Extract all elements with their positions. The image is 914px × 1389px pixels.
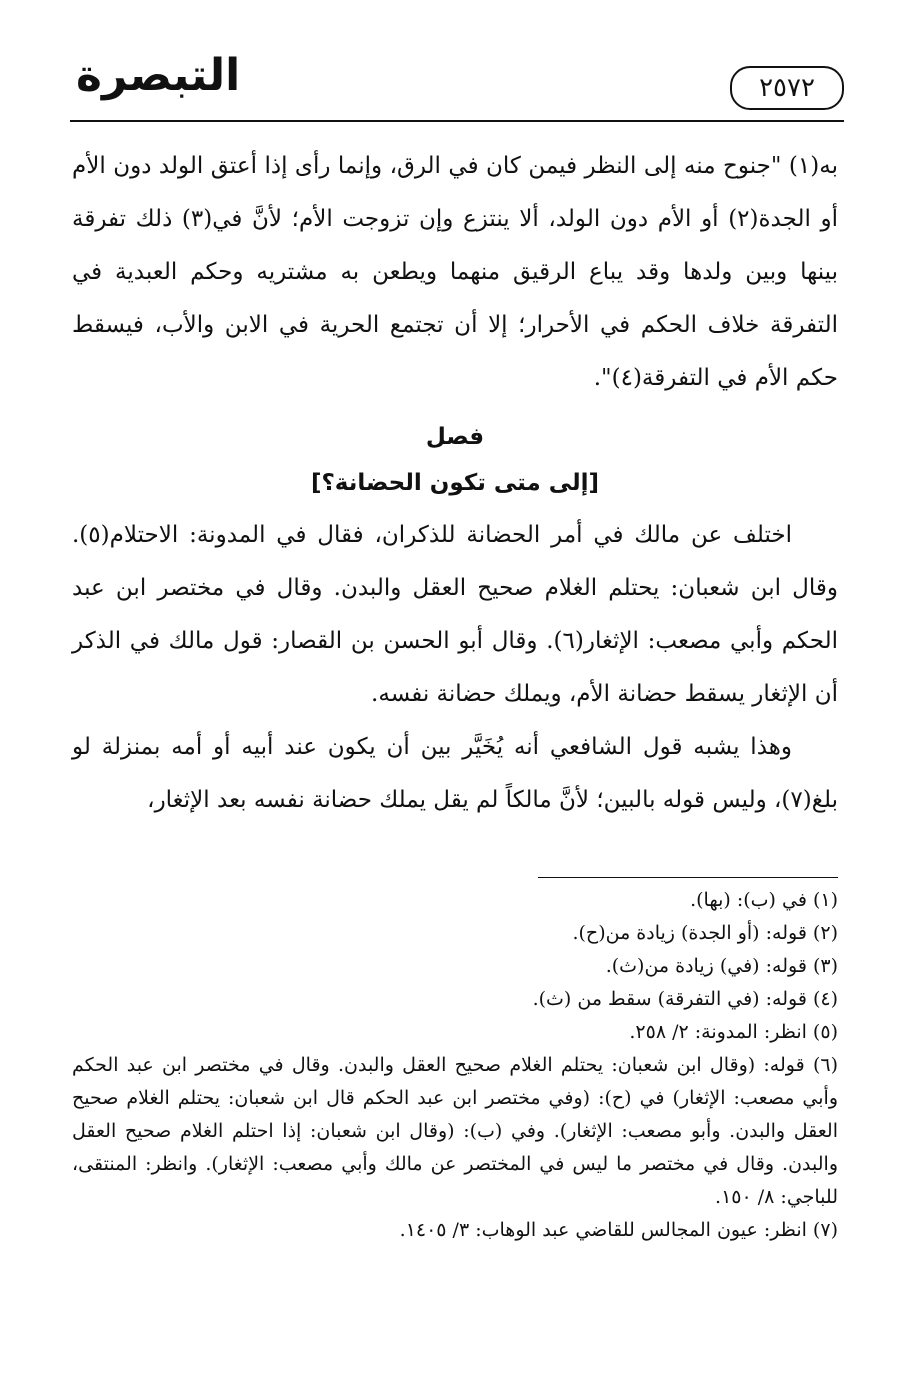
footnote-3: (٣) قوله: (في) زيادة من(ث).	[605, 955, 838, 977]
section-subheading: [إلى متى تكون الحضانة؟]	[310, 470, 600, 496]
footnotes	[72, 884, 838, 1247]
page-number: ٢٥٧٢	[730, 66, 844, 110]
section-heading: فصل	[425, 424, 485, 450]
footnote-4: (٤) قوله: (في التفرقة) سقط من (ث).	[532, 988, 838, 1010]
page-header	[70, 44, 844, 124]
header-rule	[70, 120, 844, 122]
footnote-1: (١) في (ب): (بها).	[690, 889, 838, 911]
paragraph-3: وهذا يشبه قول الشافعي أنه يُخَيَّر بين أن يكون عند أبيه أو أمه بمنزلة لو بلغ(٧)، وليس قوله بالبين؛ لأنَّ مالكاً لم يقل يملك حضانة نفسه بعد الإثغار،	[72, 734, 838, 813]
footnote-separator	[538, 877, 838, 878]
footnote-2: (٢) قوله: (أو الجدة) زيادة من(ح).	[572, 922, 838, 944]
paragraph-2: اختلف عن مالك في أمر الحضانة للذكران، فقال في المدونة: الاحتلام(٥). وقال ابن شعبان: يحتلم الغلام صحيح العقل والبدن. وقال في مختصر ابن عبد الحكم وأبي مصعب: الإثغار(٦). وقال أبو الحسن بن القصار: قول مالك في الذكر أن الإثغار يسقط حضانة الأم، ويملك حضانة نفسه.	[72, 522, 839, 707]
footnote-6: (٦) قوله: (وقال ابن شعبان: يحتلم الغلام صحيح العقل والبدن. وقال في مختصر ابن عبد الحكم وأبي مصعب: الإثغار) في (ح): (وفي مختصر ابن عبد الحكم قال ابن شعبان: يحتلم الغلام صحيح العقل والبدن. وأبو مصعب: الإثغار). وفي (ب): (وقال ابن شعبان: إذا احتلم الغلام صحيح العقل والبدن. وقال في مختصر ما ليس في المختصر عن مالك وأبي مصعب: الإثغار). وانظر: المنتقى، للباجي: ٨/ ١٥٠.	[72, 1054, 838, 1208]
footnote-5: (٥) انظر: المدونة: ٢/ ٢٥٨.	[629, 1021, 838, 1043]
paragraph-1: به(١) "جنوح منه إلى النظر فيمن كان في الرق، وإنما رأى إذا أعتق الولد دون الأم أو الجدة(٢) أو الأم دون الولد، ألا ينتزع وإن تزوجت الأم؛ لأنَّ في(٣) ذلك تفرقة بينها وبين ولدها وقد يباع الرقيق منهما ويطعن به مشتريه وحكم العبدية في التفرقة خلاف الحكم في الأحرار؛ إلا أن تجتمع الحرية في الابن والأب، فيسقط حكم الأم في التفرقة(٤)".	[72, 153, 838, 391]
main-text	[72, 140, 838, 827]
footnote-7: (٧) انظر: عيون المجالس للقاضي عبد الوهاب: ٣/ ١٤٠٥.	[399, 1219, 838, 1241]
running-title: التبصرة	[76, 50, 241, 101]
